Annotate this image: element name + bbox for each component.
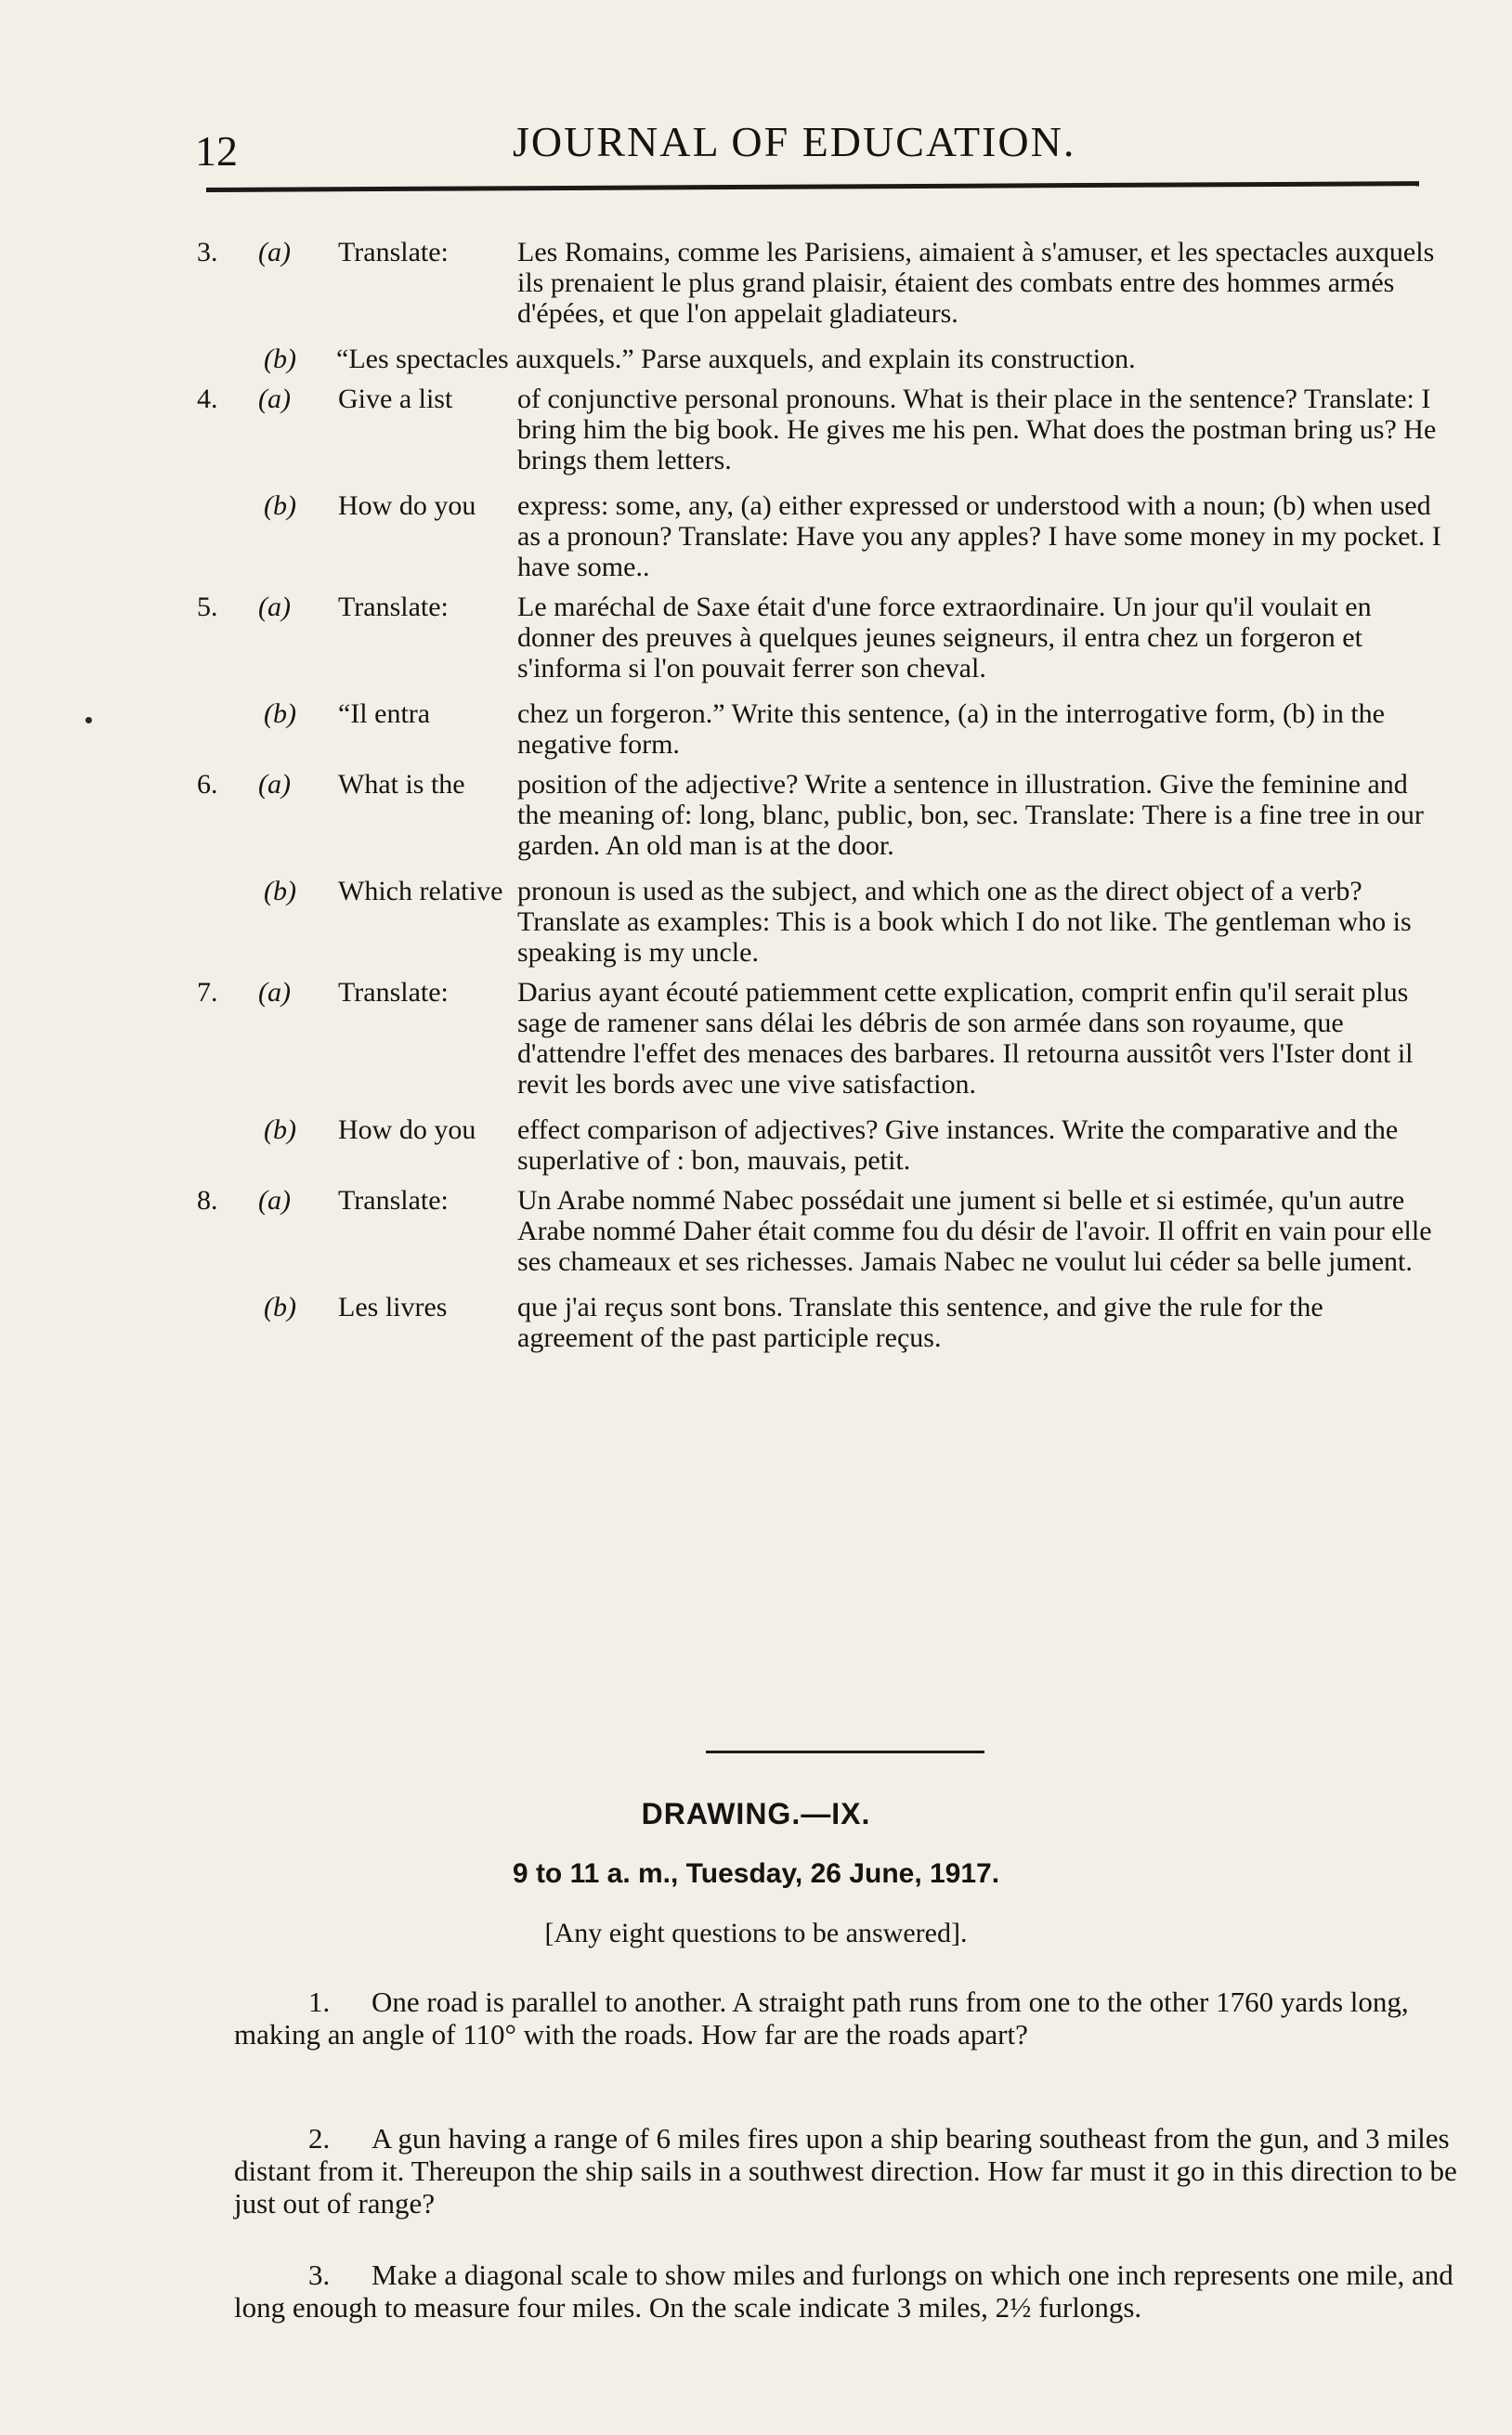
drawing-question-2 [234,2122,1469,2220]
question-lead: How do you [338,490,476,521]
margin-speck [85,717,92,723]
question-text: chez un forgeron.” Write this sentence, (a) in the interrogative form, (b) in the negative form. [517,698,1385,760]
question-letter: (b) [264,490,296,521]
question-3a [197,237,1441,329]
question-letter: (b) [264,876,296,906]
question-4a [197,384,1441,475]
question-lead: Which relative [338,876,503,906]
exam-instruction: [Any eight questions to be answered]. [544,1918,968,1948]
question-4b [197,490,1441,582]
question-5b [197,698,1441,760]
question-letter: (a) [258,237,291,267]
question-lead: Les livres [338,1292,448,1322]
question-text: effect comparison of adjectives? Give instances. Write the comparative and the superlative of : bon, mauvais, petit. [517,1114,1399,1176]
question-7b [197,1114,1441,1176]
question-lead: “Il entra [338,698,431,729]
question-number: 3. [197,237,218,267]
question-letter: (a) [258,592,291,622]
question-letter: (a) [258,977,291,1008]
question-6a [197,769,1441,861]
question-text: Darius ayant écouté patiemment cette explication, comprit enfin qu'il serait plus sage de ramener sans délai les débris de son armée dans son royaume, que d'attendre l'effet des menaces des barbares. Il retourna aussitôt vers l'Ister dont il revit les bords avec une vive satisfaction. [517,977,1414,1100]
question-letter: (a) [258,384,291,414]
running-header [186,110,1430,184]
question-lead: Give a list [338,384,453,414]
question-text: “Les spectacles auxquels.” Parse auxquels, and explain its construction. [336,344,1136,374]
question-letter: (a) [258,1185,291,1216]
question-text: One road is parallel to another. A straight path runs from one to the other 1760 yards long, making an angle of 110° with the roads. How far are the roads apart? [234,1986,1409,2051]
question-text: Les Romains, comme les Parisiens, aimaient à s'amuser, et les spectacles auxquels ils prenaient le plus grand plaisir, étaient des combats entre des hommes armés d'épées, et que l'on appelait gladiateurs. [517,237,1435,329]
question-7a [197,977,1441,1100]
question-number: 4. [197,384,218,414]
exam-time: 9 to 11 a. m., Tuesday, 26 June, 1917. [512,1858,1000,1889]
question-lead: Translate: [338,592,449,622]
question-lead: How do you [338,1114,476,1145]
question-text: express: some, any, (a) either expressed or understood with a noun; (b) when used as a pronoun? Translate: Have you any apples? I have some money in my pocket. I have some.. [517,490,1441,582]
question-text: A gun having a range of 6 miles fires upon a ship bearing southeast from the gun, and 3 miles distant from it. Thereupon the ship sails in a southwest direction. How far must it go in this direction to be just out of range? [234,2122,1457,2220]
question-text: Un Arabe nommé Nabec possédait une jument si belle et si estimée, qu'un autre Arabe nommé Daher était comme fou du désir de l'avoir. Il offrit en vain pour elle ses chameaux et ses richesses. Jamais Nabec ne voulut lui céder sa belle jument. [517,1185,1432,1277]
french-questions [197,228,1441,1353]
question-5a [197,592,1441,684]
question-letter: (b) [264,698,296,729]
question-8b [197,1292,1441,1353]
drawing-section-title: DRAWING.—IX. [641,1797,871,1830]
question-letter: (b) [264,1114,296,1145]
question-number: 8. [197,1185,218,1216]
question-text: pronoun is used as the subject, and which one as the direct object of a verb? Translate as examples: This is a book which I do not like. The gentleman who is speaking is my uncle. [517,876,1412,968]
question-lead: Translate: [338,237,449,267]
question-number: 3. [308,2259,331,2291]
journal-title: JOURNAL OF EDUCATION. [513,118,1076,165]
question-letter: (b) [264,1292,296,1322]
question-text: que j'ai reçus sont bons. Translate this sentence, and give the rule for the agreement of the past participle reçus. [517,1292,1323,1353]
question-letter: (a) [258,769,291,800]
question-8a [197,1185,1441,1277]
question-3b [197,344,1441,374]
section-separator [706,1751,984,1753]
drawing-question-1 [234,1986,1469,2051]
question-text: position of the adjective? Write a sentence in illustration. Give the feminine and the meaning of: long, blanc, public, bon, sec. Translate: There is a fine tree in our garden. An old man is at the door. [517,769,1424,861]
question-text: Le maréchal de Saxe était d'une force extraordinaire. Un jour qu'il voulait en donner des preuves à quelques jeunes seigneurs, il entra chez un forgeron et s'informa si l'on pouvait ferrer son cheval. [517,592,1372,684]
question-lead: What is the [338,769,465,800]
question-6b [197,876,1441,968]
question-lead: Translate: [338,977,449,1008]
question-letter: (b) [264,344,296,374]
question-number: 5. [197,592,218,622]
question-number: 1. [308,1986,331,2018]
question-text: of conjunctive personal pronouns. What is their place in the sentence? Translate: I bring him the big book. He gives me his pen. What does the postman bring us? He brings them letters. [517,384,1437,475]
drawing-question-3 [234,2259,1469,2324]
question-number: 7. [197,977,218,1008]
question-lead: Translate: [338,1185,449,1216]
question-text: Make a diagonal scale to show miles and furlongs on which one inch represents one mile, and long enough to measure four miles. On the scale indicate 3 miles, 2½ furlongs. [234,2259,1453,2324]
page-number: 12 [195,127,238,175]
question-number: 2. [308,2122,331,2155]
question-number: 6. [197,769,218,800]
